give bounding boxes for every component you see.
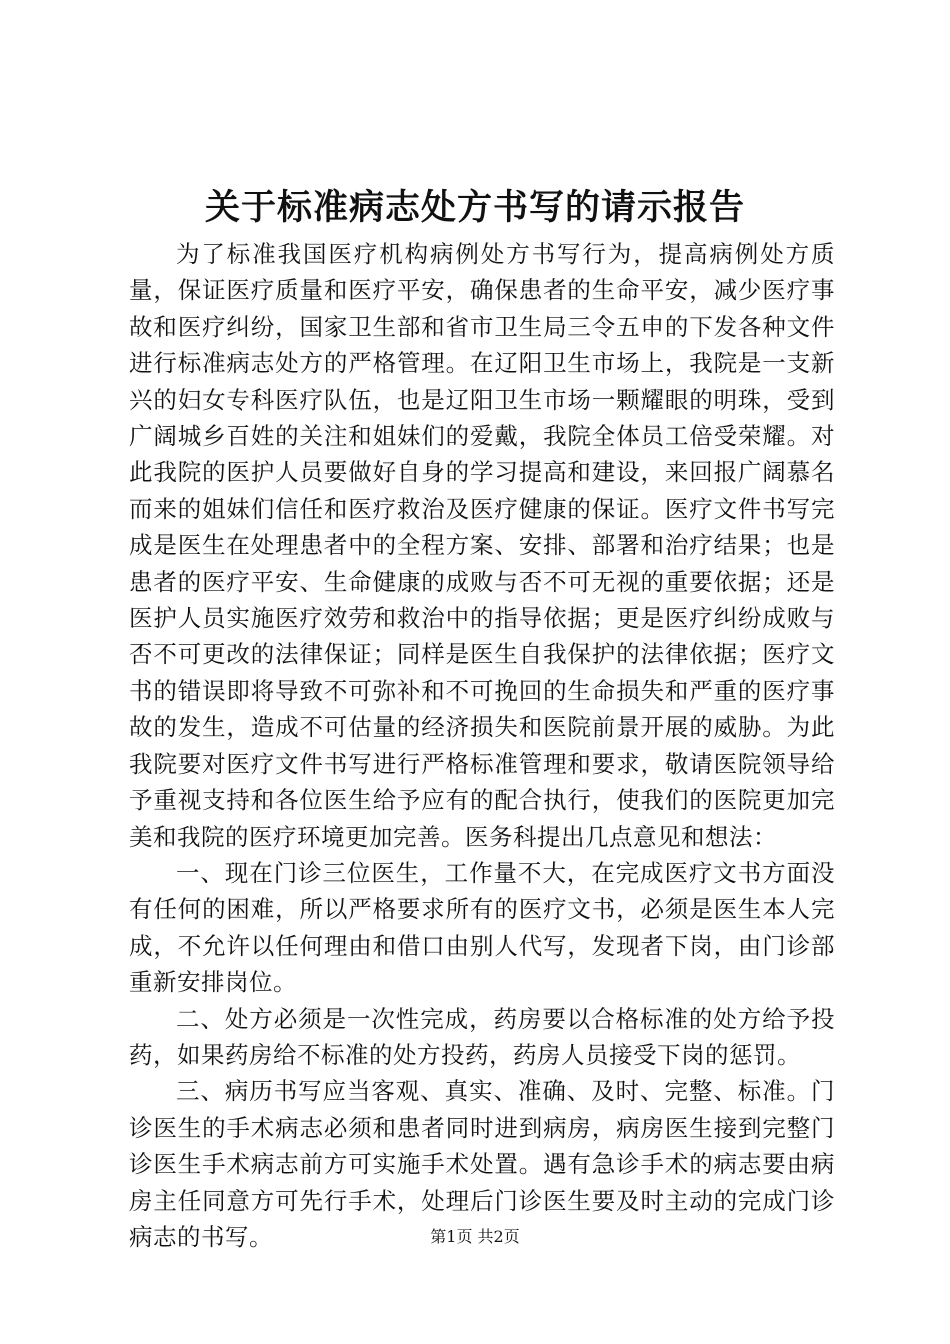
paragraph-point-3: 三、病历书写应当客观、真实、准确、及时、完整、标准。门诊医生的手术病志必须和患者同时进到病房，病房医生接到完整门诊医生手术病志前方可实施手术处置。遇有急诊手术的病志要由病房主任同意方可先行手术，处理后门诊医生要及时主动的完成门诊病志的书写。: [129, 1077, 835, 1251]
paragraph-point-2: 二、处方必须是一次性完成，药房要以合格标准的处方给予投药，如果药房给不标准的处方投药，药房人员接受下岗的惩罚。: [129, 1004, 835, 1069]
page-number-footer: 第1页 共2页: [430, 1227, 520, 1246]
document-title: 关于标准病志处方书写的请示报告: [204, 187, 745, 228]
paragraph-intro: 为了标准我国医疗机构病例处方书写行为，提高病例处方质量，保证医疗质量和医疗平安，确保患者的生命平安，减少医疗事故和医疗纠纷，国家卫生部和省市卫生局三令五申的下发各种文件进行标准病志处方的严格管理。在辽阳卫生市场上，我院是一支新兴的妇女专科医疗队伍，也是辽阳卫生市场一颗耀眼的明珠，受到广阔城乡百姓的关注和姐妹们的爱戴，我院全体员工倍受荣耀。对此我院的医护人员要做好自身的学习提高和建设，来回报广阔慕名而来的姐妹们信任和医疗救治及医疗健康的保证。医疗文件书写完成是医生在处理患者中的全程方案、安排、部署和治疗结果；也是患者的医疗平安、生命健康的成败与否不可无视的重要依据；还是医护人员实施医疗效劳和救治中的指导依据；更是医疗纠纷成败与否不可更改的法律保证；同样是医生自我保护的法律依据；医疗文书的错误即将导致不可弥补和不可挽回的生命损失和严重的医疗事故的发生，造成不可估量的经济损失和医院前景开展的威胁。为此我院要对医疗文件书写进行严格标准管理和要求，敬请医院领导给予重视支持和各位医生给予应有的配合执行，使我们的医院更加完美和我院的医疗环境更加完善。医务科提出几点意见和想法：: [129, 240, 835, 851]
document-body: [129, 236, 835, 1255]
paragraph-point-1: 一、现在门诊三位医生，工作量不大，在完成医疗文书方面没有任何的困难，所以严格要求所有的医疗文书，必须是医生本人完成，不允许以任何理由和借口由别人代写，发现者下岗，由门诊部重新安排岗位。: [129, 858, 835, 997]
